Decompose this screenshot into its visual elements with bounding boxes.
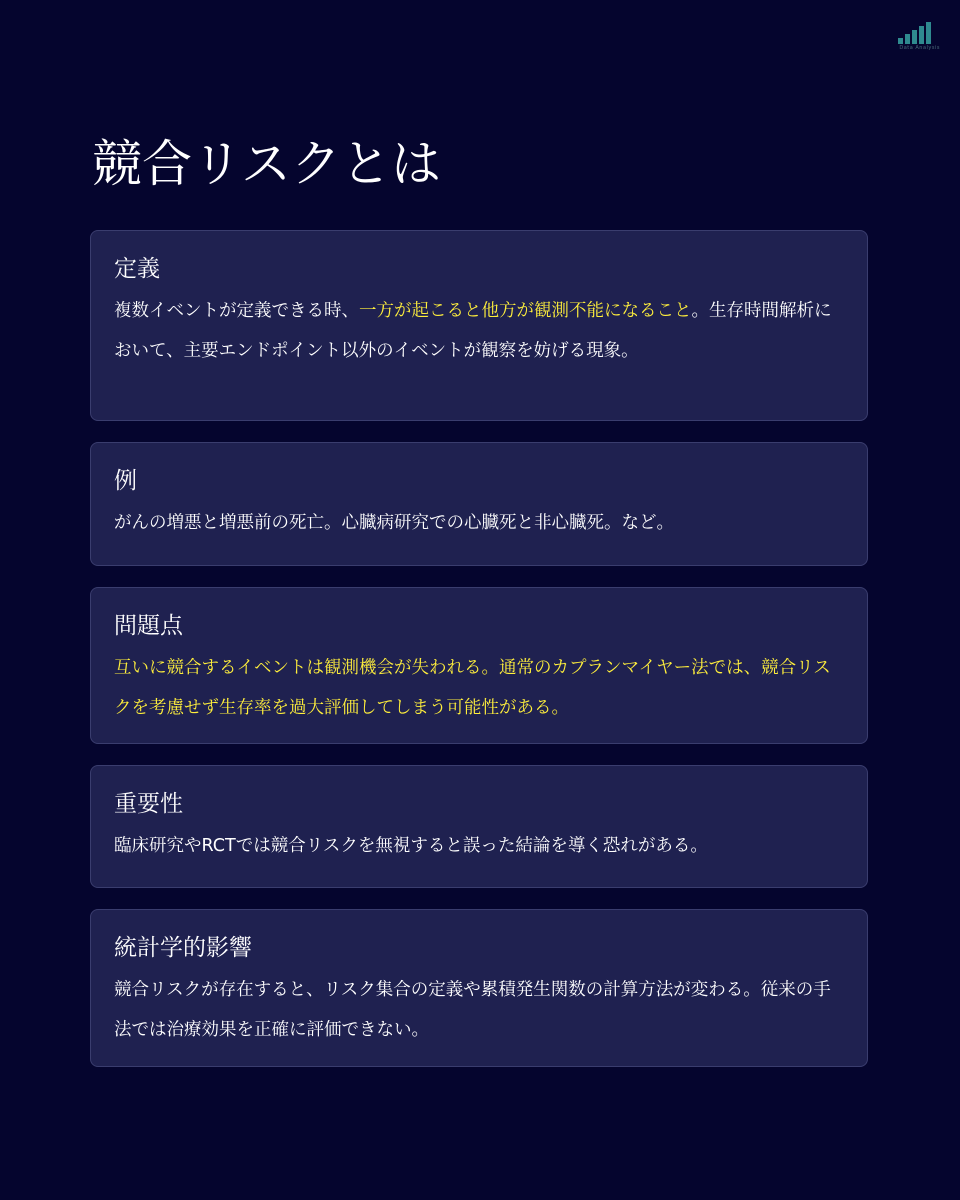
definition-text-after: 。生存時間解析において、主要エンドポイント以外のイベントが観察を妨げる現象。	[114, 301, 832, 361]
problem-highlight: 互いに競合するイベントは観測機会が失われる。通常のカプランマイヤー法では、競合リスクを考慮せず生存率を過大評価してしまう可能性がある。	[114, 658, 831, 718]
definition-text-before: 複数イベントが定義できる時、	[114, 301, 359, 321]
definition-highlight: 一方が起こると他方が観測不能になること	[359, 301, 692, 321]
problem-title: 問題点	[114, 613, 183, 639]
example-text: がんの増悪と増悪前の死亡。心臓病研究での心臓死と非心臓死。など。	[114, 513, 674, 533]
example-card	[90, 442, 868, 566]
definition-text	[114, 291, 844, 371]
page-title: 競合リスクとは	[92, 135, 441, 193]
statistical-card	[90, 909, 868, 1067]
problem-card	[90, 587, 868, 744]
statistical-title: 統計学的影響	[114, 935, 252, 961]
definition-card	[90, 230, 868, 421]
logo-text: Data Analysis	[899, 45, 940, 51]
statistical-text: 競合リスクが存在すると、リスク集合の定義や累積発生関数の計算方法が変わる。従来の手法では治療効果を正確に評価できない。	[114, 980, 831, 1040]
bar-chart-logo-icon	[892, 20, 936, 46]
example-title: 例	[114, 468, 137, 494]
importance-card	[90, 765, 868, 888]
importance-title: 重要性	[114, 791, 183, 817]
definition-title: 定義	[114, 256, 160, 282]
importance-text: 臨床研究やRCTでは競合リスクを無視すると誤った結論を導く恐れがある。	[114, 836, 708, 856]
